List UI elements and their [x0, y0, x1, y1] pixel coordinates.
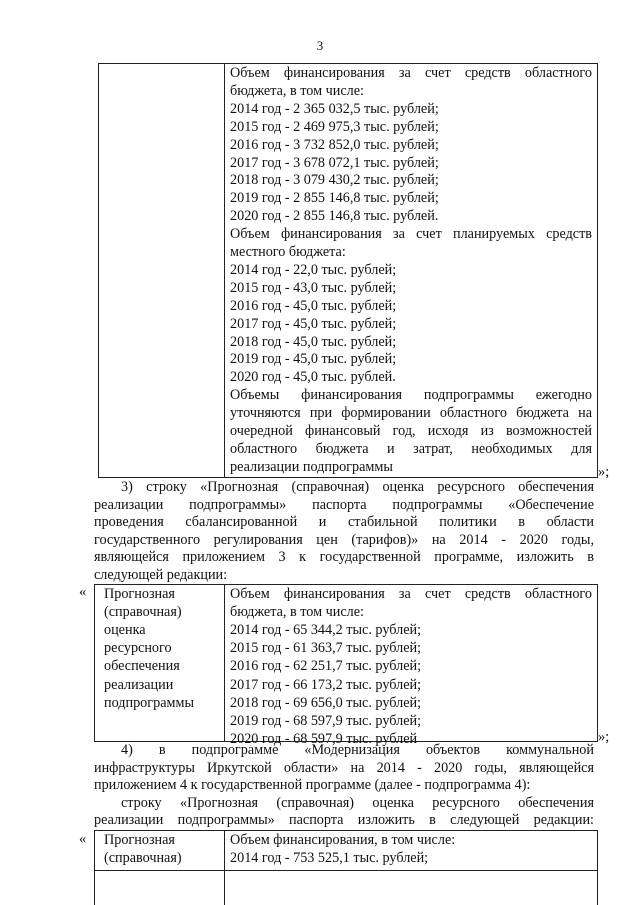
table-1-line: областного бюджета и затрат, необходимых для	[230, 440, 592, 457]
paragraph-3-line: 3) строку «Прогнозная (справочная) оценка ресурсного обеспечения	[121, 479, 594, 495]
table-3-left-line: (справочная)	[104, 850, 182, 867]
table-1-line: местного бюджета:	[230, 244, 346, 260]
table-2-left-line: реализации	[104, 676, 174, 693]
table-1-line: 2016 год - 3 732 852,0 тыс. рублей;	[230, 136, 439, 153]
table-2-open-quote: «	[79, 584, 87, 600]
paragraph-3-line: государственного регулирования цен (тарифов)» на 2014 - 2020 годы,	[94, 531, 594, 548]
table-1-line: реализации подпрограммы	[230, 458, 393, 475]
table-2-line: 2020 год - 68 597,9 тыс. рублей	[230, 730, 418, 747]
table-3-column-divider	[224, 830, 225, 905]
table-2-close-quote: »;	[598, 729, 610, 745]
table-2-left-line: Прогнозная	[104, 586, 175, 602]
paragraph-4-line: реализации подпрограммы» паспорта изложить в следующей редакции:	[94, 812, 594, 828]
table-2-left-line: подпрограммы	[104, 694, 194, 711]
table-3-line: Объем финансирования, в том числе:	[230, 832, 456, 848]
paragraph-3-line: следующей редакции:	[94, 566, 228, 583]
table-2-line: 2014 год - 65 344,2 тыс. рублей;	[230, 622, 422, 639]
table-1-line: Объем финансирования за счет средств областного	[230, 65, 592, 81]
table-1-line: 2015 год - 2 469 975,3 тыс. рублей;	[230, 118, 439, 135]
table-3-top-border	[94, 830, 598, 831]
table-1-line: 2015 год - 43,0 тыс. рублей;	[230, 279, 397, 296]
table-2-left-line: обеспечения	[104, 658, 180, 675]
table-3-row-divider	[94, 870, 598, 871]
paragraph-4-line: инфраструктуры Иркутской области» на 2014 - 2020 годы, являющейся	[94, 759, 594, 776]
table-1-line: 2014 год - 2 365 032,5 тыс. рублей;	[230, 100, 439, 117]
table-1-line: 2014 год - 22,0 тыс. рублей;	[230, 261, 397, 278]
table-2-column-divider	[224, 584, 225, 742]
table-2-line: Объем финансирования за счет средств областного	[230, 586, 592, 602]
paragraph-4-line: строку «Прогнозная (справочная) оценка ресурсного обеспечения	[121, 794, 594, 811]
table-2-left-line: ресурсного	[104, 640, 172, 657]
table-2-line: 2015 год - 61 363,7 тыс. рублей;	[230, 640, 422, 657]
table-1-line: очередной финансовый год, исходя из возможностей	[230, 423, 592, 439]
table-1-line: 2020 год - 2 855 146,8 тыс. рублей.	[230, 208, 439, 225]
table-1-line: 2018 год - 3 079 430,2 тыс. рублей;	[230, 172, 439, 189]
table-1-line: уточняются при формировании областного бюджета на	[230, 405, 592, 422]
table-1-line: Объемы финансирования подпрограммы ежегодно	[230, 387, 592, 404]
table-1-line: 2019 год - 45,0 тыс. рублей;	[230, 351, 397, 368]
table-3-line: 2014 год - 753 525,1 тыс. рублей;	[230, 850, 429, 867]
table-3-right-border	[597, 830, 598, 905]
table-2-line: 2019 год - 68 597,9 тыс. рублей;	[230, 712, 422, 729]
table-2-line: 2016 год - 62 251,7 тыс. рублей;	[230, 658, 422, 675]
table-2-line: 2017 год - 66 173,2 тыс. рублей;	[230, 676, 422, 693]
table-2-left-line: оценка	[104, 622, 146, 639]
table-1-line: 2020 год - 45,0 тыс. рублей.	[230, 369, 396, 386]
table-3-left-line: Прогнозная	[104, 832, 175, 848]
table-1-column-divider	[224, 63, 225, 478]
paragraph-3-line: реализации подпрограммы» паспорта подпрограммы «Обеспечение	[94, 496, 594, 513]
paragraph-4-line: 4) в подпрограмме «Модернизация объектов коммунальной	[121, 742, 594, 758]
table-1-line: 2018 год - 45,0 тыс. рублей;	[230, 333, 397, 350]
table-3-open-quote: «	[79, 831, 87, 847]
table-1-line: Объем финансирования за счет планируемых средств	[230, 226, 592, 243]
table-1-line: 2019 год - 2 855 146,8 тыс. рублей;	[230, 190, 439, 207]
table-1-line: бюджета, в том числе:	[230, 82, 364, 99]
paragraph-4-line: приложением 4 к государственной программе (далее - подпрограмма 4):	[94, 777, 531, 793]
table-1-line: 2017 год - 45,0 тыс. рублей;	[230, 315, 397, 332]
paragraph-3-line: являющейся приложением 3 к государственной программе, изложить в	[94, 549, 594, 565]
paragraph-3-line: проведения сбалансированной и стабильной политики в области	[94, 514, 594, 530]
table-2-left-line: (справочная)	[104, 604, 182, 621]
table-3-left-border	[94, 830, 95, 905]
table-1-close-quote: »;	[598, 464, 610, 480]
page-number: 3	[316, 38, 324, 53]
table-1-line: 2016 год - 45,0 тыс. рублей;	[230, 297, 397, 314]
table-2-line: бюджета, в том числе:	[230, 604, 364, 621]
table-1-line: 2017 год - 3 678 072,1 тыс. рублей;	[230, 154, 439, 171]
table-2-line: 2018 год - 69 656,0 тыс. рублей;	[230, 694, 422, 711]
